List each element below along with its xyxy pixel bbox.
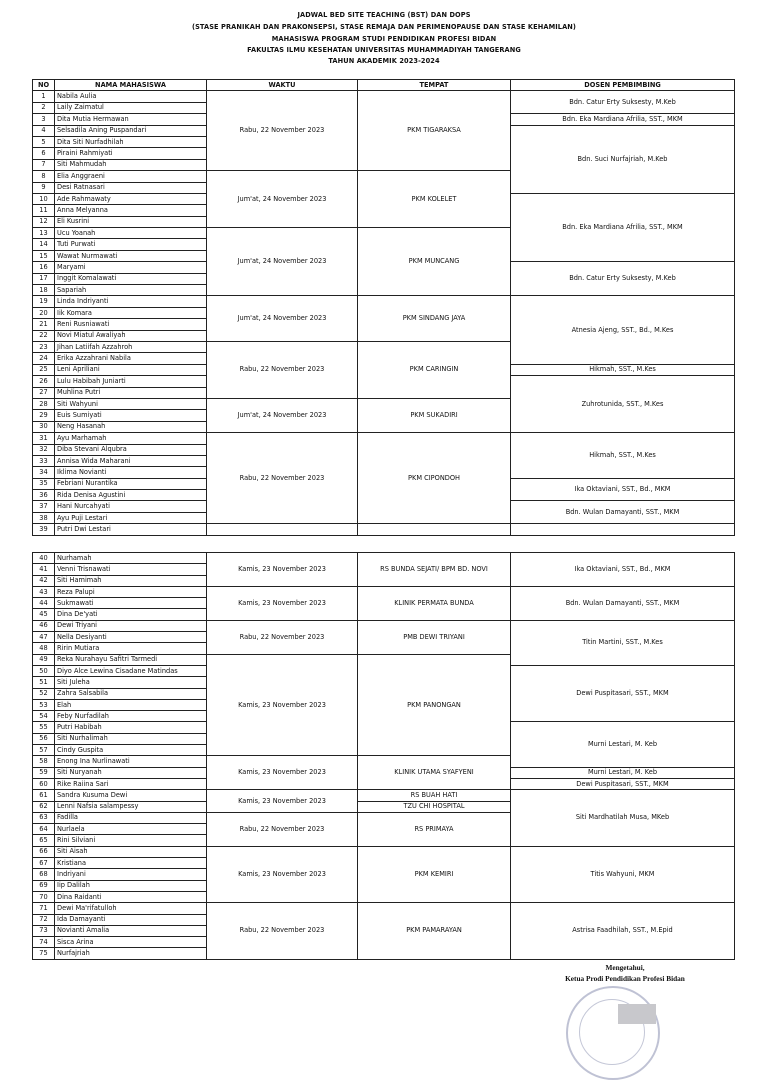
row-number: 11 [33, 205, 55, 216]
student-name: Anna Melyanna [55, 205, 207, 216]
row-number: 43 [33, 586, 55, 597]
student-name: Nurhamah [55, 553, 207, 564]
row-number: 12 [33, 216, 55, 227]
row-number: 25 [33, 364, 55, 375]
student-name: Reni Rusniawati [55, 319, 207, 330]
student-name: Elah [55, 699, 207, 710]
row-number: 29 [33, 410, 55, 421]
schedule-time: Rabu, 22 November 2023 [207, 91, 358, 171]
student-name: Siti Nuryanah [55, 767, 207, 778]
row-number: 47 [33, 632, 55, 643]
table-row [33, 553, 735, 564]
col-lecturer-header: DOSEN PEMBIMBING [511, 80, 735, 91]
row-number: 71 [33, 903, 55, 914]
lecturer-name: Murni Lestari, M. Keb [511, 767, 735, 778]
schedule-place: PKM SUKADIRI [358, 398, 511, 432]
col-time-header: WAKTU [207, 80, 358, 91]
row-number: 18 [33, 285, 55, 296]
schedule-place: KLINIK PERMATA BUNDA [358, 586, 511, 620]
row-number: 53 [33, 699, 55, 710]
row-number: 28 [33, 398, 55, 409]
student-name: Selsadila Aning Puspandari [55, 125, 207, 136]
row-number: 60 [33, 778, 55, 789]
lecturer-name: Murni Lestari, M. Keb [511, 722, 735, 767]
lecturer-name: Hikmah, SST., M.Kes [511, 433, 735, 479]
student-name: Lulu Habibah Juniarti [55, 376, 207, 387]
student-name: Diba Stevani Alqubra [55, 444, 207, 455]
student-name: Nabila Aulia [55, 91, 207, 102]
student-name: Annisa Wida Maharani [55, 455, 207, 466]
row-number: 56 [33, 733, 55, 744]
student-name: Dita Mutia Hermawan [55, 114, 207, 125]
student-name: Sapariah [55, 285, 207, 296]
student-name: Inggit Komalawati [55, 273, 207, 284]
row-number: 17 [33, 273, 55, 284]
student-name: Siti Mahmudah [55, 159, 207, 170]
row-number: 37 [33, 501, 55, 512]
row-number: 3 [33, 114, 55, 125]
student-name: Dita Siti Nurfadhilah [55, 136, 207, 147]
table-row [33, 903, 735, 914]
schedule-time: Rabu, 22 November 2023 [207, 812, 358, 846]
schedule-time: Jum'at, 24 November 2023 [207, 171, 358, 228]
student-name: Zahra Salsabila [55, 688, 207, 699]
student-name: Eli Kusrini [55, 216, 207, 227]
lecturer-name: Siti Mardhatilah Musa, MKeb [511, 790, 735, 846]
lecturer-name: Bdn. Eka Mardiana Afrilia, SST., MKM [511, 114, 735, 125]
schedule-place: PKM PANONGAN [358, 654, 511, 756]
row-number: 34 [33, 467, 55, 478]
schedule-place: PKM KEMIRI [358, 846, 511, 902]
col-no-header: NO [33, 80, 55, 91]
col-place-header: TEMPAT [358, 80, 511, 91]
row-number: 42 [33, 575, 55, 586]
student-name: Iklima Novianti [55, 467, 207, 478]
row-number: 5 [33, 136, 55, 147]
student-name: Siti Juleha [55, 677, 207, 688]
student-name: Dewi Ma'rifatulloh [55, 903, 207, 914]
lecturer-name: Bdn. Wulan Damayanti, SST., MKM [511, 501, 735, 524]
row-number: 62 [33, 801, 55, 812]
signature-image [618, 1004, 656, 1024]
student-name: Putri Dwi Lestari [55, 524, 207, 535]
student-name: Rini Silviani [55, 835, 207, 846]
schedule-table-2 [32, 552, 735, 960]
schedule-time: Kamis, 23 November 2023 [207, 846, 358, 902]
student-name: Wawat Nurmawati [55, 250, 207, 261]
schedule-place: PKM KOLELET [358, 171, 511, 228]
row-number: 23 [33, 341, 55, 352]
lecturer-name [511, 524, 735, 535]
row-number: 44 [33, 598, 55, 609]
student-name: Cindy Guspita [55, 745, 207, 756]
student-name: Venni Trisnawati [55, 564, 207, 575]
student-name: Leni Apriliani [55, 364, 207, 375]
row-number: 32 [33, 444, 55, 455]
schedule-table-1 [32, 79, 735, 536]
student-name: Nella Desiyanti [55, 632, 207, 643]
student-name: Sukmawati [55, 598, 207, 609]
row-number: 36 [33, 490, 55, 501]
row-number: 13 [33, 228, 55, 239]
row-number: 70 [33, 891, 55, 902]
col-name-header: NAMA MAHASISWA [55, 80, 207, 91]
schedule-time: Rabu, 22 November 2023 [207, 620, 358, 654]
schedule-place: PMB DEWI TRIYANI [358, 620, 511, 654]
student-name: Dina Raidanti [55, 891, 207, 902]
student-name: Rike Raiina Sari [55, 778, 207, 789]
row-number: 50 [33, 665, 55, 676]
student-name: Muhlina Putri [55, 387, 207, 398]
row-number: 41 [33, 564, 55, 575]
lecturer-name: Titin Martini, SST., M.Kes [511, 620, 735, 665]
row-number: 72 [33, 914, 55, 925]
student-name: Diyo Alce Lewina Cisadane Matindas [55, 665, 207, 676]
schedule-time: Kamis, 23 November 2023 [207, 553, 358, 587]
student-name: Siti Nurhalimah [55, 733, 207, 744]
schedule-place: PKM PAMARAYAN [358, 903, 511, 959]
student-name: Erika Azzahrani Nabila [55, 353, 207, 364]
table-row [33, 846, 735, 857]
schedule-place: RS BUNDA SEJATI/ BPM BD. NOVI [358, 553, 511, 587]
row-number: 19 [33, 296, 55, 307]
student-name: Nurfajriah [55, 948, 207, 959]
doc-faculty: FAKULTAS ILMU KESEHATAN UNIVERSITAS MUHAMMADIYAH TANGERANG [247, 46, 521, 54]
row-number: 16 [33, 262, 55, 273]
row-number: 64 [33, 824, 55, 835]
lecturer-name: Bdn. Wulan Damayanti, SST., MKM [511, 586, 735, 620]
schedule-place: PKM CARINGIN [358, 341, 511, 398]
schedule-time: Jum'at, 24 November 2023 [207, 228, 358, 296]
row-number: 51 [33, 677, 55, 688]
row-number: 1 [33, 91, 55, 102]
student-name: Rida Denisa Agustini [55, 490, 207, 501]
lecturer-name: Titis Wahyuni, MKM [511, 846, 735, 902]
table-row [33, 586, 735, 597]
student-name: Ucu Yoanah [55, 228, 207, 239]
lecturer-name: Bdn. Suci Nurfajriah, M.Keb [511, 125, 735, 193]
student-name: Feby Nurfadilah [55, 711, 207, 722]
student-name: Tuti Purwati [55, 239, 207, 250]
student-name: Indriyani [55, 869, 207, 880]
schedule-place: PKM TIGARAKSA [358, 91, 511, 171]
table-row [33, 433, 735, 444]
student-name: Nurlaela [55, 824, 207, 835]
row-number: 27 [33, 387, 55, 398]
row-number: 20 [33, 307, 55, 318]
schedule-place: RS BUAH HATI [358, 790, 511, 801]
row-number: 24 [33, 353, 55, 364]
row-number: 45 [33, 609, 55, 620]
table-row [33, 620, 735, 631]
schedule-time: Rabu, 22 November 2023 [207, 341, 358, 398]
row-number: 61 [33, 790, 55, 801]
row-number: 69 [33, 880, 55, 891]
student-name: Kristiana [55, 858, 207, 869]
student-name: Laily Zaimatul [55, 102, 207, 113]
row-number: 4 [33, 125, 55, 136]
schedule-place: KLINIK UTAMA SYAFYENI [358, 756, 511, 790]
schedule-time: Jum'at, 24 November 2023 [207, 296, 358, 342]
row-number: 46 [33, 620, 55, 631]
student-name: Ida Damayanti [55, 914, 207, 925]
student-name: Linda Indriyanti [55, 296, 207, 307]
lecturer-name: Dewi Puspitasari, SST., MKM [511, 778, 735, 789]
row-number: 9 [33, 182, 55, 193]
doc-academic-year: TAHUN AKADEMIK 2023-2024 [328, 57, 440, 65]
student-name: Desi Ratnasari [55, 182, 207, 193]
row-number: 59 [33, 767, 55, 778]
row-number: 65 [33, 835, 55, 846]
row-number: 8 [33, 171, 55, 182]
lecturer-name: Zuhrotunida, SST., M.Kes [511, 376, 735, 433]
row-number: 73 [33, 925, 55, 936]
student-name: Maryami [55, 262, 207, 273]
lecturer-name: Bdn. Catur Erty Suksesty, M.Keb [511, 91, 735, 114]
student-name: Sisca Arina [55, 937, 207, 948]
student-name: Siti Hamimah [55, 575, 207, 586]
table-row [33, 790, 735, 801]
row-number: 22 [33, 330, 55, 341]
student-name: Ade Rahmawaty [55, 193, 207, 204]
student-name: Dewi Triyani [55, 620, 207, 631]
row-number: 49 [33, 654, 55, 665]
lecturer-name: Ika Oktaviani, SST., Bd., MKM [511, 478, 735, 501]
student-name: Siti Aisah [55, 846, 207, 857]
lecturer-name: Bdn. Eka Mardiana Afrilia, SST., MKM [511, 193, 735, 261]
row-number: 14 [33, 239, 55, 250]
student-name: Putri Habibah [55, 722, 207, 733]
student-name: Reka Nurahayu Safitri Tarmedi [55, 654, 207, 665]
row-number: 54 [33, 711, 55, 722]
row-number: 21 [33, 319, 55, 330]
row-number: 38 [33, 512, 55, 523]
lecturer-name: Dewi Puspitasari, SST., MKM [511, 665, 735, 721]
row-number: 35 [33, 478, 55, 489]
schedule-time: Kamis, 23 November 2023 [207, 586, 358, 620]
time-cell [207, 524, 358, 535]
row-number: 7 [33, 159, 55, 170]
student-name: Euis Sumiyati [55, 410, 207, 421]
schedule-time: Jum'at, 24 November 2023 [207, 398, 358, 432]
lecturer-name: Bdn. Catur Erty Suksesty, M.Keb [511, 262, 735, 296]
row-number: 15 [33, 250, 55, 261]
row-number: 75 [33, 948, 55, 959]
row-number: 33 [33, 455, 55, 466]
row-number: 40 [33, 553, 55, 564]
row-number: 52 [33, 688, 55, 699]
student-name: Piraini Rahmiyati [55, 148, 207, 159]
student-name: Novianti Amalia [55, 925, 207, 936]
student-name: Elia Anggraeni [55, 171, 207, 182]
row-number: 74 [33, 937, 55, 948]
schedule-time: Kamis, 23 November 2023 [207, 654, 358, 756]
row-number: 67 [33, 858, 55, 869]
student-name: Dina De'yati [55, 609, 207, 620]
schedule-time: Rabu, 22 November 2023 [207, 903, 358, 959]
student-name: Reza Palupi [55, 586, 207, 597]
row-number: 48 [33, 643, 55, 654]
lecturer-name: Atnesia Ajeng, SST., Bd., M.Kes [511, 296, 735, 364]
row-number: 6 [33, 148, 55, 159]
student-name: Siti Wahyuni [55, 398, 207, 409]
doc-program: MAHASISWA PROGRAM STUDI PENDIDIKAN PROFESI BIDAN [271, 35, 497, 43]
lecturer-name: Hikmah, SST., M.Kes [511, 364, 735, 375]
row-number: 68 [33, 869, 55, 880]
row-number: 63 [33, 812, 55, 823]
student-name: Enong Ina Nurlinawati [55, 756, 207, 767]
place-cell [358, 524, 511, 535]
schedule-place: PKM SINDANG JAYA [358, 296, 511, 342]
table-header-row [33, 80, 735, 91]
row-number: 2 [33, 102, 55, 113]
lecturer-name: Ika Oktaviani, SST., Bd., MKM [511, 553, 735, 587]
student-name: Hani Nurcahyati [55, 501, 207, 512]
row-number: 57 [33, 745, 55, 756]
table-row [33, 91, 735, 102]
row-number: 39 [33, 524, 55, 535]
student-name: Lenni Nafsia salampessy [55, 801, 207, 812]
row-number: 58 [33, 756, 55, 767]
row-number: 66 [33, 846, 55, 857]
row-number: 30 [33, 421, 55, 432]
row-number: 31 [33, 433, 55, 444]
table-row [33, 524, 735, 535]
student-name: Fadilla [55, 812, 207, 823]
schedule-place: PKM MUNCANG [358, 228, 511, 296]
schedule-place: PKM CIPONDOH [358, 433, 511, 524]
signatory-title: Ketua Prodi Pendidikan Profesi Bidan [565, 974, 685, 983]
student-name: Ayu Marhamah [55, 433, 207, 444]
student-name: Sandra Kusuma Dewi [55, 790, 207, 801]
student-name: Neng Hasanah [55, 421, 207, 432]
row-number: 55 [33, 722, 55, 733]
row-number: 26 [33, 376, 55, 387]
doc-title: JADWAL BED SITE TEACHING (BST) DAN DOPS [297, 11, 471, 19]
schedule-time: Rabu, 22 November 2023 [207, 433, 358, 524]
table-row [33, 296, 735, 307]
doc-subtitle: (STASE PRANIKAH DAN PRAKONSEPSI, STASE REMAJA DAN PERIMENOPAUSE DAN STASE KEHAMILAN) [191, 23, 577, 31]
acknowledged-label: Mengetahui, [605, 963, 645, 972]
student-name: Ririn Mutiara [55, 643, 207, 654]
student-name: Iik Komara [55, 307, 207, 318]
schedule-time: Kamis, 23 November 2023 [207, 756, 358, 790]
student-name: Jihan Latiifah Azzahroh [55, 341, 207, 352]
student-name: Novi Miatul Awaliyah [55, 330, 207, 341]
student-name: Ayu Puji Lestari [55, 512, 207, 523]
lecturer-name: Astrisa Faadhilah, SST., M.Epid [511, 903, 735, 959]
schedule-time: Kamis, 23 November 2023 [207, 790, 358, 813]
row-number: 10 [33, 193, 55, 204]
schedule-place: TZU CHI HOSPITAL [358, 801, 511, 812]
student-name: Iip Dalilah [55, 880, 207, 891]
student-name: Febriani Nurantika [55, 478, 207, 489]
schedule-place: RS PRIMAYA [358, 812, 511, 846]
